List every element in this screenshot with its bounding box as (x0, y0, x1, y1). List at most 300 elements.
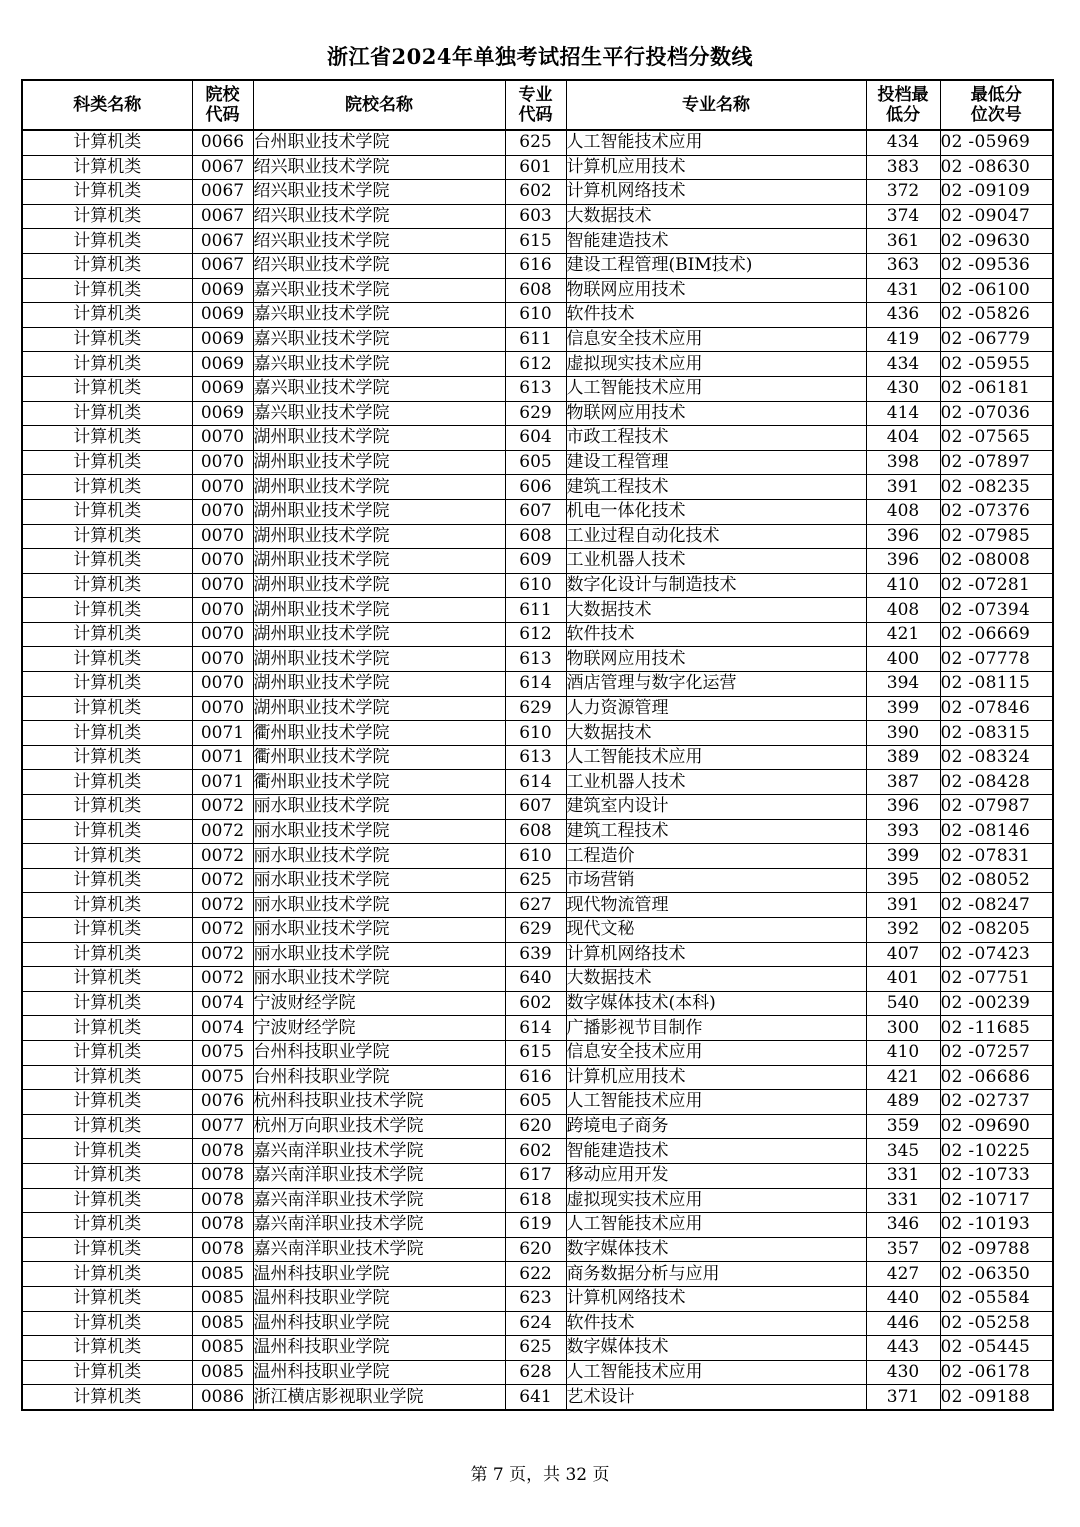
cell-school-code: 0075 (192, 1040, 253, 1065)
cell-min-rank: 02 -08315 (940, 721, 1053, 746)
cell-school-name: 湖州职业技术学院 (253, 475, 505, 500)
cell-category: 计算机类 (22, 598, 192, 623)
table-row (22, 549, 1053, 574)
table-row (22, 672, 1053, 697)
cell-min-score: 391 (866, 893, 940, 918)
cell-school-code: 0070 (192, 598, 253, 623)
cell-min-rank: 02 -07897 (940, 450, 1053, 475)
cell-min-rank: 02 -07423 (940, 942, 1053, 967)
cell-category: 计算机类 (22, 819, 192, 844)
table-row (22, 376, 1053, 401)
cell-category: 计算机类 (22, 1311, 192, 1336)
cell-min-score: 371 (866, 1385, 940, 1410)
cell-school-name: 台州职业技术学院 (253, 130, 505, 155)
cell-min-score: 407 (866, 942, 940, 967)
table-row (22, 1163, 1053, 1188)
cell-school-name: 丽水职业技术学院 (253, 844, 505, 869)
cell-major-name: 市政工程技术 (566, 426, 866, 451)
cell-min-rank: 02 -07778 (940, 647, 1053, 672)
cell-school-name: 丽水职业技术学院 (253, 967, 505, 992)
header-min-rank (940, 80, 1053, 130)
cell-major-name: 工程造价 (566, 844, 866, 869)
cell-major-code: 620 (505, 1237, 566, 1262)
cell-major-name: 计算机应用技术 (566, 155, 866, 180)
cell-school-name: 衢州职业技术学院 (253, 770, 505, 795)
cell-major-code: 623 (505, 1286, 566, 1311)
cell-min-score: 394 (866, 672, 940, 697)
cell-major-code: 608 (505, 819, 566, 844)
table-row (22, 499, 1053, 524)
cell-school-code: 0070 (192, 475, 253, 500)
header-category: 科类名称 (22, 80, 192, 130)
cell-major-code: 614 (505, 1016, 566, 1041)
cell-category: 计算机类 (22, 1163, 192, 1188)
cell-major-code: 610 (505, 573, 566, 598)
cell-min-rank: 02 -00239 (940, 991, 1053, 1016)
table-row (22, 1237, 1053, 1262)
cell-school-name: 宁波财经学院 (253, 1016, 505, 1041)
cell-category: 计算机类 (22, 721, 192, 746)
cell-major-code: 604 (505, 426, 566, 451)
cell-min-rank: 02 -05258 (940, 1311, 1053, 1336)
cell-major-name: 信息安全技术应用 (566, 327, 866, 352)
cell-min-score: 346 (866, 1213, 940, 1238)
cell-school-code: 0070 (192, 499, 253, 524)
cell-major-name: 物联网应用技术 (566, 401, 866, 426)
cell-min-score: 419 (866, 327, 940, 352)
cell-school-name: 台州科技职业学院 (253, 1040, 505, 1065)
table-row (22, 1139, 1053, 1164)
cell-category: 计算机类 (22, 1188, 192, 1213)
cell-category: 计算机类 (22, 253, 192, 278)
cell-school-code: 0085 (192, 1336, 253, 1361)
cell-min-rank: 02 -06178 (940, 1360, 1053, 1385)
cell-major-name: 大数据技术 (566, 721, 866, 746)
table-row (22, 991, 1053, 1016)
cell-major-name: 计算机应用技术 (566, 1065, 866, 1090)
cell-category: 计算机类 (22, 770, 192, 795)
cell-school-name: 湖州职业技术学院 (253, 499, 505, 524)
cell-major-code: 625 (505, 868, 566, 893)
cell-min-score: 421 (866, 1065, 940, 1090)
table-row (22, 1286, 1053, 1311)
cell-category: 计算机类 (22, 327, 192, 352)
cell-school-code: 0070 (192, 696, 253, 721)
cell-category: 计算机类 (22, 1336, 192, 1361)
cell-min-score: 401 (866, 967, 940, 992)
cell-major-name: 人力资源管理 (566, 696, 866, 721)
header-school-code (192, 80, 253, 130)
cell-min-score: 396 (866, 795, 940, 820)
cell-min-score: 431 (866, 278, 940, 303)
cell-school-code: 0085 (192, 1360, 253, 1385)
cell-major-code: 605 (505, 1090, 566, 1115)
cell-min-score: 421 (866, 622, 940, 647)
cell-min-rank: 02 -07281 (940, 573, 1053, 598)
cell-school-name: 温州科技职业学院 (253, 1336, 505, 1361)
cell-school-code: 0074 (192, 991, 253, 1016)
table-row (22, 278, 1053, 303)
cell-school-name: 杭州万向职业技术学院 (253, 1114, 505, 1139)
table-row (22, 942, 1053, 967)
cell-min-score: 408 (866, 499, 940, 524)
cell-school-name: 绍兴职业技术学院 (253, 204, 505, 229)
cell-school-code: 0069 (192, 303, 253, 328)
cell-min-score: 540 (866, 991, 940, 1016)
cell-major-name: 数字化设计与制造技术 (566, 573, 866, 598)
cell-min-rank: 02 -07036 (940, 401, 1053, 426)
cell-category: 计算机类 (22, 696, 192, 721)
cell-major-code: 620 (505, 1114, 566, 1139)
cell-category: 计算机类 (22, 499, 192, 524)
cell-school-name: 丽水职业技术学院 (253, 918, 505, 943)
table-body (22, 130, 1053, 1410)
cell-major-name: 人工智能技术应用 (566, 1090, 866, 1115)
cell-school-name: 衢州职业技术学院 (253, 721, 505, 746)
cell-min-score: 489 (866, 1090, 940, 1115)
cell-category: 计算机类 (22, 1040, 192, 1065)
cell-school-code: 0070 (192, 450, 253, 475)
table-row (22, 1360, 1053, 1385)
cell-category: 计算机类 (22, 130, 192, 155)
table-row (22, 352, 1053, 377)
cell-category: 计算机类 (22, 967, 192, 992)
cell-major-name: 移动应用开发 (566, 1163, 866, 1188)
cell-major-code: 625 (505, 130, 566, 155)
cell-major-name: 工业机器人技术 (566, 549, 866, 574)
cell-category: 计算机类 (22, 204, 192, 229)
cell-major-code: 602 (505, 1139, 566, 1164)
cell-category: 计算机类 (22, 1360, 192, 1385)
table-row (22, 1336, 1053, 1361)
cell-school-code: 0067 (192, 155, 253, 180)
header-major-code-label: 专业 代码 (518, 85, 553, 125)
cell-min-rank: 02 -09690 (940, 1114, 1053, 1139)
cell-min-score: 387 (866, 770, 940, 795)
table-row (22, 598, 1053, 623)
cell-school-name: 嘉兴职业技术学院 (253, 401, 505, 426)
cell-major-code: 617 (505, 1163, 566, 1188)
cell-min-score: 400 (866, 647, 940, 672)
cell-min-rank: 02 -05584 (940, 1286, 1053, 1311)
cell-major-name: 物联网应用技术 (566, 647, 866, 672)
table-row (22, 401, 1053, 426)
cell-school-name: 丽水职业技术学院 (253, 795, 505, 820)
cell-min-score: 331 (866, 1163, 940, 1188)
cell-major-name: 建筑工程技术 (566, 819, 866, 844)
cell-major-code: 610 (505, 844, 566, 869)
table-row (22, 868, 1053, 893)
cell-school-code: 0086 (192, 1385, 253, 1410)
cell-school-name: 嘉兴南洋职业技术学院 (253, 1139, 505, 1164)
cell-school-code: 0066 (192, 130, 253, 155)
cell-min-rank: 02 -06181 (940, 376, 1053, 401)
cell-school-code: 0070 (192, 573, 253, 598)
cell-category: 计算机类 (22, 1385, 192, 1410)
table-row (22, 180, 1053, 205)
cell-school-code: 0072 (192, 918, 253, 943)
cell-major-name: 软件技术 (566, 622, 866, 647)
cell-major-name: 酒店管理与数字化运营 (566, 672, 866, 697)
cell-school-code: 0067 (192, 180, 253, 205)
cell-major-name: 广播影视节目制作 (566, 1016, 866, 1041)
cell-min-rank: 02 -08052 (940, 868, 1053, 893)
cell-min-rank: 02 -09109 (940, 180, 1053, 205)
cell-min-rank: 02 -07751 (940, 967, 1053, 992)
cell-category: 计算机类 (22, 1016, 192, 1041)
cell-school-name: 嘉兴南洋职业技术学院 (253, 1213, 505, 1238)
cell-school-name: 嘉兴南洋职业技术学院 (253, 1163, 505, 1188)
cell-school-code: 0072 (192, 868, 253, 893)
cell-school-name: 绍兴职业技术学院 (253, 253, 505, 278)
cell-min-rank: 02 -08008 (940, 549, 1053, 574)
cell-school-name: 湖州职业技术学院 (253, 696, 505, 721)
cell-category: 计算机类 (22, 401, 192, 426)
cell-min-rank: 02 -09630 (940, 229, 1053, 254)
cell-school-code: 0085 (192, 1286, 253, 1311)
cell-major-name: 工业机器人技术 (566, 770, 866, 795)
cell-school-code: 0072 (192, 942, 253, 967)
table-row (22, 795, 1053, 820)
table-row (22, 647, 1053, 672)
cell-major-name: 现代文秘 (566, 918, 866, 943)
cell-category: 计算机类 (22, 1262, 192, 1287)
cell-school-code: 0069 (192, 352, 253, 377)
page-footer: 第 7 页，共 32 页 (470, 1465, 610, 1485)
cell-school-code: 0072 (192, 967, 253, 992)
cell-school-code: 0072 (192, 795, 253, 820)
cell-school-name: 丽水职业技术学院 (253, 942, 505, 967)
cell-category: 计算机类 (22, 745, 192, 770)
cell-min-rank: 02 -10717 (940, 1188, 1053, 1213)
table-row (22, 130, 1053, 155)
cell-major-name: 人工智能技术应用 (566, 745, 866, 770)
cell-major-code: 601 (505, 155, 566, 180)
cell-school-name: 湖州职业技术学院 (253, 672, 505, 697)
cell-category: 计算机类 (22, 1090, 192, 1115)
table-row (22, 303, 1053, 328)
table-header-row (22, 80, 1053, 130)
cell-major-name: 人工智能技术应用 (566, 1360, 866, 1385)
cell-school-name: 温州科技职业学院 (253, 1262, 505, 1287)
header-school-name: 院校名称 (253, 80, 505, 130)
cell-school-name: 嘉兴南洋职业技术学院 (253, 1237, 505, 1262)
cell-min-rank: 02 -07565 (940, 426, 1053, 451)
cell-school-code: 0069 (192, 401, 253, 426)
cell-major-name: 机电一体化技术 (566, 499, 866, 524)
cell-min-score: 414 (866, 401, 940, 426)
cell-category: 计算机类 (22, 1114, 192, 1139)
cell-school-code: 0078 (192, 1163, 253, 1188)
cell-category: 计算机类 (22, 647, 192, 672)
cell-major-code: 641 (505, 1385, 566, 1410)
cell-min-score: 357 (866, 1237, 940, 1262)
cell-min-rank: 02 -06350 (940, 1262, 1053, 1287)
cell-major-code: 609 (505, 549, 566, 574)
cell-min-score: 390 (866, 721, 940, 746)
cell-category: 计算机类 (22, 991, 192, 1016)
cell-min-rank: 02 -08205 (940, 918, 1053, 943)
cell-school-code: 0078 (192, 1139, 253, 1164)
cell-major-code: 607 (505, 499, 566, 524)
cell-school-name: 湖州职业技术学院 (253, 549, 505, 574)
table-row (22, 844, 1053, 869)
table-row (22, 1016, 1053, 1041)
cell-school-code: 0078 (192, 1188, 253, 1213)
cell-min-rank: 02 -05445 (940, 1336, 1053, 1361)
cell-major-code: 602 (505, 991, 566, 1016)
cell-min-rank: 02 -08324 (940, 745, 1053, 770)
table-row (22, 1114, 1053, 1139)
table-row (22, 1262, 1053, 1287)
cell-school-code: 0072 (192, 844, 253, 869)
cell-min-score: 430 (866, 376, 940, 401)
cell-major-code: 629 (505, 918, 566, 943)
cell-min-score: 391 (866, 475, 940, 500)
cell-major-name: 物联网应用技术 (566, 278, 866, 303)
cell-min-score: 345 (866, 1139, 940, 1164)
cell-category: 计算机类 (22, 868, 192, 893)
cell-major-code: 610 (505, 303, 566, 328)
cell-category: 计算机类 (22, 229, 192, 254)
cell-major-code: 614 (505, 672, 566, 697)
cell-school-name: 杭州科技职业技术学院 (253, 1090, 505, 1115)
cell-school-name: 温州科技职业学院 (253, 1286, 505, 1311)
cell-category: 计算机类 (22, 795, 192, 820)
cell-min-rank: 02 -10225 (940, 1139, 1053, 1164)
cell-major-name: 数字媒体技术 (566, 1336, 866, 1361)
cell-min-score: 331 (866, 1188, 940, 1213)
table-row (22, 1040, 1053, 1065)
cell-min-score: 443 (866, 1336, 940, 1361)
cell-category: 计算机类 (22, 1139, 192, 1164)
cell-major-name: 商务数据分析与应用 (566, 1262, 866, 1287)
cell-school-code: 0070 (192, 622, 253, 647)
cell-major-code: 605 (505, 450, 566, 475)
cell-min-score: 396 (866, 524, 940, 549)
table-row (22, 1065, 1053, 1090)
cell-category: 计算机类 (22, 893, 192, 918)
table-row (22, 1090, 1053, 1115)
cell-category: 计算机类 (22, 155, 192, 180)
cell-major-name: 数字媒体技术 (566, 1237, 866, 1262)
cell-school-code: 0072 (192, 819, 253, 844)
table-row (22, 475, 1053, 500)
cell-major-code: 614 (505, 770, 566, 795)
cell-min-rank: 02 -09788 (940, 1237, 1053, 1262)
cell-major-name: 虚拟现实技术应用 (566, 1188, 866, 1213)
cell-major-name: 信息安全技术应用 (566, 1040, 866, 1065)
cell-min-rank: 02 -05969 (940, 130, 1053, 155)
table-row (22, 426, 1053, 451)
cell-major-name: 软件技术 (566, 303, 866, 328)
cell-major-code: 625 (505, 1336, 566, 1361)
cell-min-rank: 02 -07846 (940, 696, 1053, 721)
header-major-code (505, 80, 566, 130)
cell-major-name: 人工智能技术应用 (566, 376, 866, 401)
admission-score-table (21, 79, 1054, 1411)
cell-major-code: 613 (505, 745, 566, 770)
cell-school-name: 嘉兴职业技术学院 (253, 376, 505, 401)
cell-major-name: 人工智能技术应用 (566, 1213, 866, 1238)
table-row (22, 721, 1053, 746)
cell-min-score: 363 (866, 253, 940, 278)
cell-min-score: 300 (866, 1016, 940, 1041)
cell-min-rank: 02 -08115 (940, 672, 1053, 697)
cell-min-score: 396 (866, 549, 940, 574)
cell-major-name: 智能建造技术 (566, 229, 866, 254)
cell-major-code: 622 (505, 1262, 566, 1287)
cell-category: 计算机类 (22, 303, 192, 328)
cell-major-name: 智能建造技术 (566, 1139, 866, 1164)
cell-major-name: 跨境电子商务 (566, 1114, 866, 1139)
cell-min-rank: 02 -08247 (940, 893, 1053, 918)
cell-school-code: 0078 (192, 1237, 253, 1262)
cell-school-name: 嘉兴南洋职业技术学院 (253, 1188, 505, 1213)
cell-min-score: 393 (866, 819, 940, 844)
cell-school-code: 0069 (192, 327, 253, 352)
cell-school-code: 0085 (192, 1262, 253, 1287)
table-row (22, 1188, 1053, 1213)
table-row (22, 1385, 1053, 1410)
cell-min-score: 434 (866, 130, 940, 155)
cell-category: 计算机类 (22, 942, 192, 967)
cell-min-score: 434 (866, 352, 940, 377)
cell-min-score: 389 (866, 745, 940, 770)
cell-major-code: 612 (505, 352, 566, 377)
cell-school-name: 湖州职业技术学院 (253, 647, 505, 672)
cell-school-name: 丽水职业技术学院 (253, 868, 505, 893)
cell-major-code: 628 (505, 1360, 566, 1385)
table-row (22, 155, 1053, 180)
cell-major-code: 607 (505, 795, 566, 820)
cell-school-code: 0072 (192, 893, 253, 918)
cell-major-code: 619 (505, 1213, 566, 1238)
cell-category: 计算机类 (22, 376, 192, 401)
cell-school-code: 0074 (192, 1016, 253, 1041)
cell-min-rank: 02 -06686 (940, 1065, 1053, 1090)
cell-major-code: 640 (505, 967, 566, 992)
header-major-name: 专业名称 (566, 80, 866, 130)
cell-major-name: 数字媒体技术(本科) (566, 991, 866, 1016)
cell-school-code: 0075 (192, 1065, 253, 1090)
cell-major-code: 602 (505, 180, 566, 205)
cell-school-code: 0076 (192, 1090, 253, 1115)
cell-min-score: 372 (866, 180, 940, 205)
cell-min-score: 399 (866, 844, 940, 869)
cell-min-score: 359 (866, 1114, 940, 1139)
cell-major-name: 工业过程自动化技术 (566, 524, 866, 549)
cell-school-code: 0067 (192, 204, 253, 229)
cell-category: 计算机类 (22, 1065, 192, 1090)
cell-min-rank: 02 -09188 (940, 1385, 1053, 1410)
cell-school-code: 0071 (192, 721, 253, 746)
cell-major-name: 市场营销 (566, 868, 866, 893)
cell-school-name: 浙江横店影视职业学院 (253, 1385, 505, 1410)
cell-major-code: 613 (505, 647, 566, 672)
cell-category: 计算机类 (22, 918, 192, 943)
cell-school-code: 0077 (192, 1114, 253, 1139)
cell-major-code: 629 (505, 696, 566, 721)
cell-major-code: 608 (505, 524, 566, 549)
cell-major-code: 611 (505, 327, 566, 352)
cell-school-code: 0070 (192, 549, 253, 574)
cell-min-score: 410 (866, 573, 940, 598)
table-row (22, 1213, 1053, 1238)
cell-school-name: 绍兴职业技术学院 (253, 229, 505, 254)
table-row (22, 918, 1053, 943)
cell-major-name: 艺术设计 (566, 1385, 866, 1410)
